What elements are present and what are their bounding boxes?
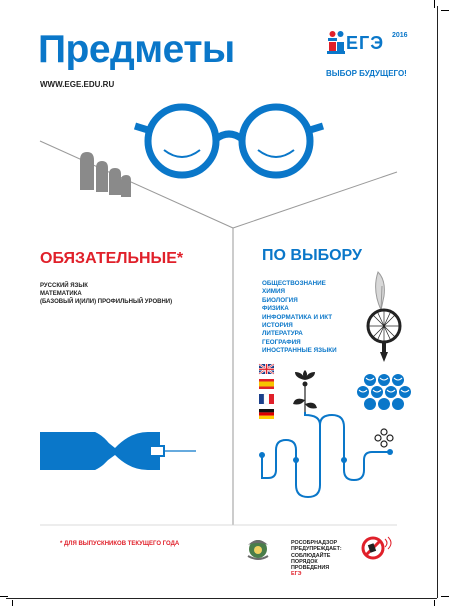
elective-subjects-list <box>262 280 337 356</box>
list-item: ИНФОРМАТИКА И ИКТ <box>262 313 333 321</box>
no-cheating-icon <box>363 537 391 558</box>
feather-icon <box>376 272 385 310</box>
list-item: ИНОСТРАННЫЕ ЯЗЫКИ <box>262 347 337 355</box>
molecule-icon <box>375 429 393 447</box>
logo-year: 2016 <box>392 32 408 39</box>
warning-accent: ЕГЭ <box>291 571 302 578</box>
list-item: (БАЗОВЫЙ И(ИЛИ) ПРОФИЛЬНЫЙ УРОВНИ) <box>40 299 173 305</box>
list-item: ФИЗИКА <box>262 305 289 313</box>
warning-line: ПРОВЕДЕНИЯ <box>291 565 330 572</box>
bicycle-wheel-icon <box>368 310 400 362</box>
mandatory-subjects-list <box>40 282 172 306</box>
page-title: Предметы <box>38 28 235 71</box>
footnote: * ДЛЯ ВЫПУСКНИКОВ ТЕКУЩЕГО ГОДА <box>60 541 180 547</box>
list-item: МАТЕМАТИКА <box>40 291 82 297</box>
flag-uk-icon <box>259 364 274 374</box>
logo-text: ЕГЭ <box>346 33 385 53</box>
warning-line: ПРЕДУПРЕЖДАЕТ: <box>291 546 342 553</box>
flag-germany-icon <box>259 409 274 419</box>
cable-icon <box>262 412 390 497</box>
hand-icon <box>80 152 131 197</box>
warning-line: СОБЛЮДАЙТЕ <box>291 552 331 559</box>
rosobrnadzor-emblem-icon <box>248 540 268 559</box>
list-item: БИОЛОГИЯ <box>262 296 298 304</box>
warning-line: ПОРЯДОК <box>291 558 318 565</box>
rosobrnadzor-warning <box>291 540 361 578</box>
glassware-icon <box>40 432 196 470</box>
list-item: ЛИТЕРАТУРА <box>262 330 303 338</box>
list-item: ГЕОГРАФИЯ <box>262 338 301 346</box>
site-link[interactable]: WWW.EGE.EDU.RU <box>40 80 115 89</box>
flag-france-icon <box>259 394 274 404</box>
list-item: ИСТОРИЯ <box>262 322 293 330</box>
list-item: ОБЩЕСТВОЗНАНИЕ <box>262 280 326 287</box>
closed-eyes-icon <box>164 150 294 157</box>
logo-slogan: ВЫБОР БУДУЩЕГО! <box>326 69 407 78</box>
flag-spain-icon <box>259 379 274 389</box>
mandatory-heading: ОБЯЗАТЕЛЬНЫЕ* <box>40 250 184 267</box>
glasses-icon <box>135 107 323 175</box>
flower-icon <box>293 370 317 412</box>
list-item: ХИМИЯ <box>262 288 286 296</box>
choice-heading: ПО ВЫБОРУ <box>262 247 362 264</box>
list-item: РУССКИЙ ЯЗЫК <box>40 283 88 289</box>
warning-line: РОСОБРНАДЗОР <box>291 540 338 546</box>
